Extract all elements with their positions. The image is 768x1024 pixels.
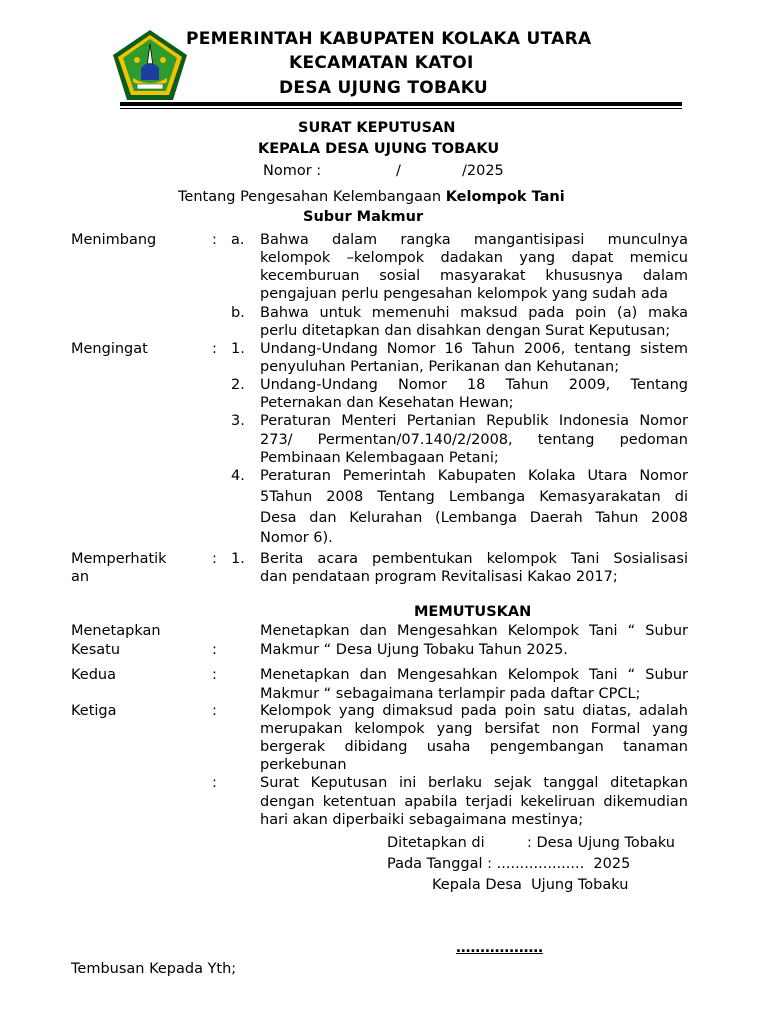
menimbang-a-line2: kelompok –kelompok dadakan yang dapat memicu [260,250,688,266]
colon-menimbang: : [212,232,217,248]
ketiga-line1: Kelompok yang dimaksud pada poin satu diatas, adalah [260,703,688,719]
mengingat-3-line2: 273/ Permentan/07.140/2/2008, tentang pedoman [260,432,688,448]
nomor-year: /2025 [462,163,504,179]
marker-mengingat-4: 4. [231,468,245,484]
menimbang-a-line4: pengajuan perlu pengesahan kelompok yang sudah ada [260,286,668,302]
label-menimbang: Menimbang [71,232,157,248]
menimbang-b-line1: Bahwa untuk memenuhi maksud pada poin (a) maka [260,305,688,321]
label-ketiga: Ketiga [71,703,117,719]
signatory-name: ……………… [456,940,543,956]
label-menetapkan: Menetapkan [71,623,161,639]
kedua-line2: Makmur “ sebagaimana terlampir pada daftar CPCL; [260,686,641,702]
keempat-line2: dengan ketentuan apabila terjadi kekeliruan dikemudian [260,794,688,810]
ditetapkan-value: : Desa Ujung Tobaku [527,835,675,851]
marker-mengingat-3: 3. [231,413,245,429]
doc-title: SURAT KEPUTUSAN [298,120,456,136]
mengingat-3-line1: Peraturan Menteri Pertanian Republik Indonesia Nomor [260,413,688,429]
tentang-prefix: Tentang Pengesahan Kelembangaan [178,189,446,205]
mengingat-4-line2: 5Tahun 2008 Tentang Lembanga Kemasyarakatan di [260,489,688,505]
header-rule-thin [120,108,682,109]
ditetapkan-label: Ditetapkan di [387,835,485,851]
mengingat-4-line3: Desa dan Kelurahan (Lembanga Daerah Tahun 2008 [260,510,688,526]
memutuskan-heading: MEMUTUSKAN [414,604,532,620]
ketiga-line4: perkebunan [260,757,347,773]
header-rule-thick [120,102,682,106]
regency-logo [111,28,189,102]
tanggal-line: Pada Tanggal : ................... 2025 [387,856,631,872]
label-memperhatikan-1: Memperhatik [71,551,167,567]
marker-menimbang-b: b. [231,305,245,321]
keempat-line1: Surat Keputusan ini berlaku sejak tanggal ditetapkan [260,775,688,791]
marker-mengingat-1: 1. [231,341,245,357]
tentang-line [178,189,565,205]
marker-memperhatikan-1: 1. [231,551,245,567]
tentang-bold: Kelompok Tani [445,189,565,205]
kesatu-line2: Makmur “ Desa Ujung Tobaku Tahun 2025. [260,642,568,658]
memperhatikan-line1: Berita acara pembentukan kelompok Tani Sosialisasi [260,551,688,567]
label-kedua: Kedua [71,667,116,683]
mengingat-4-line1: Peraturan Pemerintah Kabupaten Kolaka Utara Nomor [260,468,688,484]
nomor-separator: / [396,163,401,179]
header-government: PEMERINTAH KABUPATEN KOLAKA UTARA [186,29,592,49]
nomor-label: Nomor : [263,163,322,179]
label-memperhatikan-2: an [71,569,90,585]
colon-ketiga: : [212,703,217,719]
header-district: KECAMATAN KATOI [289,53,474,73]
colon-kesatu: : [212,642,217,658]
keempat-line3: hari akan diperbaiki sebagaimana mestinya; [260,812,584,828]
menimbang-a-line3: kecemburuan sosial masyarakat khususnya dalam [260,268,688,284]
header-village: DESA UJUNG TOBAKU [279,78,489,98]
jabatan-kepala-desa: Kepala Desa Ujung Tobaku [432,877,629,893]
menimbang-b-line2: perlu ditetapkan dan disahkan dengan Surat Keputusan; [260,323,671,339]
tembusan-heading: Tembusan Kepada Yth; [71,961,237,977]
doc-subtitle: KEPALA DESA UJUNG TOBAKU [258,141,500,157]
menimbang-a-line1: Bahwa dalam rangka mangantisipasi munculnya [260,232,688,248]
mengingat-4-line4: Nomor 6). [260,530,333,546]
mengingat-2-line1: Undang-Undang Nomor 18 Tahun 2009, Tentang [260,377,688,393]
tentang-group-name: Subur Makmur [303,209,424,225]
mengingat-3-line3: Pembinaan Kelembagaan Petani; [260,450,499,466]
mengingat-1-line2: penyuluhan Pertanian, Perikanan dan Kehutanan; [260,359,620,375]
colon-keempat: : [212,775,217,791]
memperhatikan-line2: dan pendataan program Revitalisasi Kakao 2017; [260,569,618,585]
colon-memperhatikan: : [212,551,217,567]
ketiga-line2: merupakan kelompok yang bersifat non Formal yang [260,721,688,737]
colon-kedua: : [212,667,217,683]
marker-mengingat-2: 2. [231,377,245,393]
mengingat-1-line1: Undang-Undang Nomor 16 Tahun 2006, tentang sistem [260,341,688,357]
ketiga-line3: bergerak dibidang usaha pengembangan tanaman [260,739,688,755]
marker-menimbang-a: a. [231,232,245,248]
mengingat-2-line2: Peternakan dan Kesehatan Hewan; [260,395,514,411]
kesatu-line1: Menetapkan dan Mengesahkan Kelompok Tani “ Subur [260,623,688,639]
kedua-line1: Menetapkan dan Mengesahkan Kelompok Tani “ Subur [260,667,688,683]
label-mengingat: Mengingat [71,341,148,357]
label-kesatu: Kesatu [71,642,121,658]
colon-mengingat: : [212,341,217,357]
